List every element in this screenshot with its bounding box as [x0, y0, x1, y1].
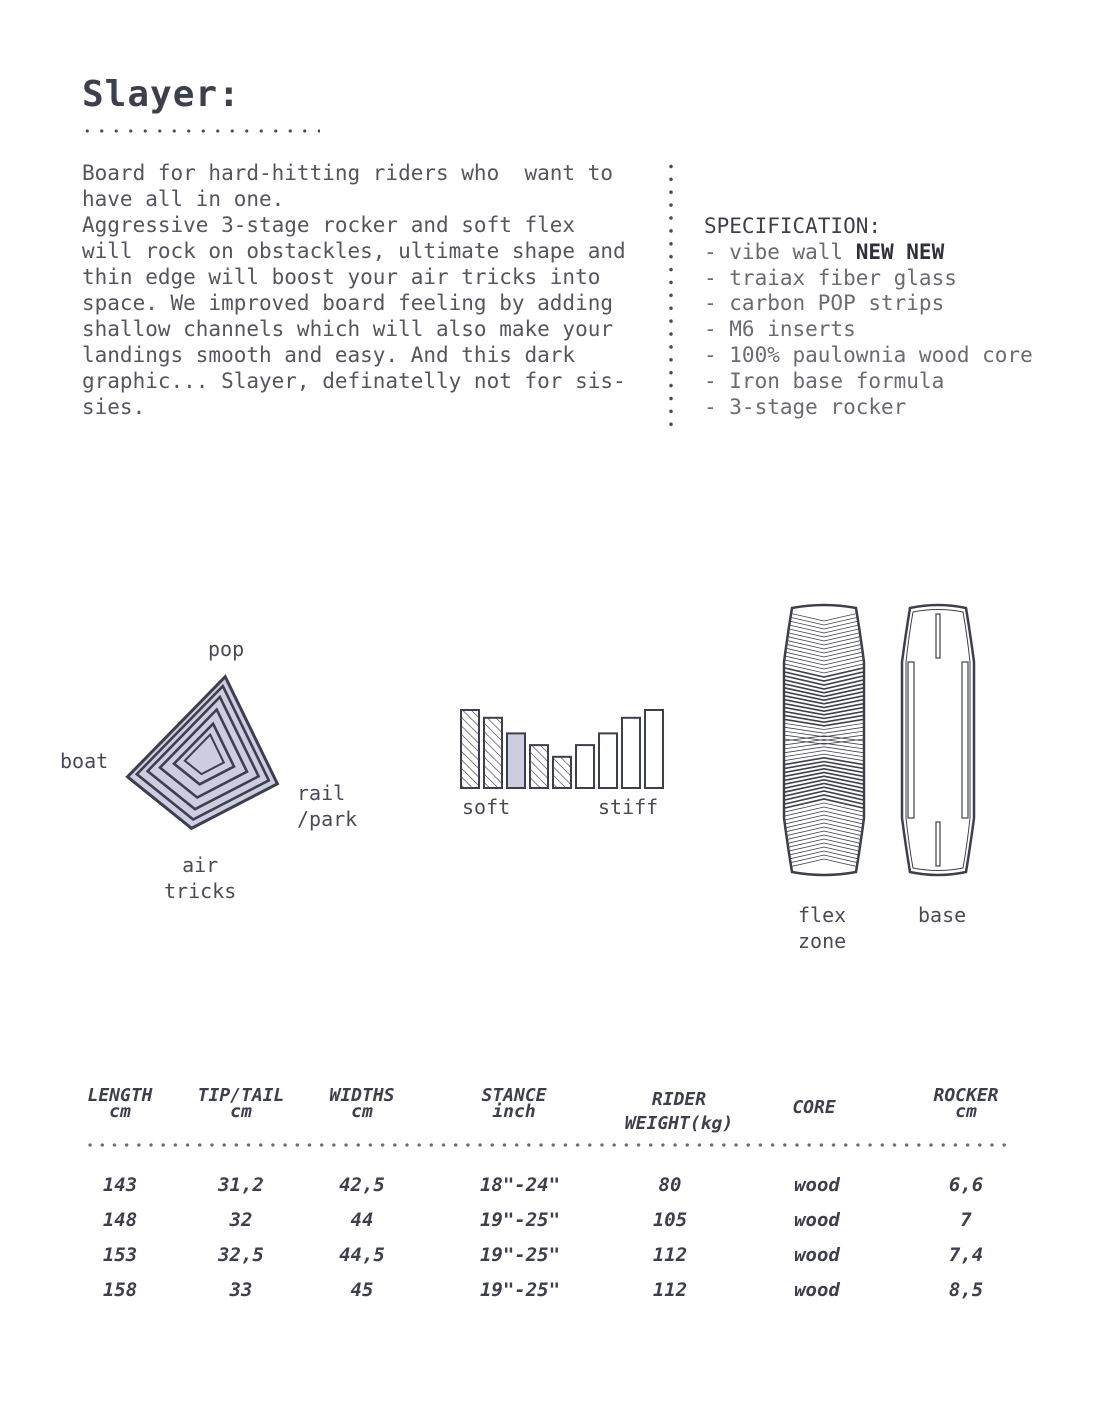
flex-bar — [507, 733, 525, 788]
flex-bar — [484, 718, 502, 788]
table-cell: 42,5 — [339, 1174, 385, 1196]
description-line: Aggressive 3-stage rocker and soft flex — [82, 213, 576, 237]
flex-zone-label: flex zone — [798, 903, 847, 953]
flex-zone-line — [776, 682, 872, 693]
radar-label-rail-park: rail /park — [297, 781, 358, 831]
table-cell: 6,6 — [948, 1174, 984, 1196]
table-cell: 7,4 — [948, 1244, 984, 1266]
spec-item — [704, 240, 1033, 266]
table-cell: 80 — [658, 1174, 682, 1196]
radar-label-pop: pop — [208, 637, 245, 661]
vertical-divider — [668, 160, 674, 430]
flex-zone-line — [776, 666, 872, 677]
table-cell: 148 — [102, 1209, 138, 1231]
table-cell: 19"-25" — [479, 1244, 561, 1266]
flex-zone-line — [776, 807, 872, 818]
description-line: thin edge will boost your air tricks into — [82, 265, 601, 289]
specification-list — [704, 214, 1033, 420]
spec-item: - M6 inserts — [704, 317, 856, 342]
description-line: space. We improved board feeling by adding — [82, 291, 614, 315]
specification-title: SPECIFICATION: — [704, 214, 882, 238]
header-unit: WEIGHT(kg) — [624, 1113, 734, 1134]
header-unit: inch — [492, 1101, 536, 1122]
flex-zone-line — [776, 694, 872, 704]
flex-zone-line — [776, 638, 872, 649]
flex-zone-line — [776, 634, 872, 645]
flex-bar — [622, 718, 640, 788]
flex-zone-line — [776, 646, 872, 657]
header-line: WIDTHS — [329, 1085, 395, 1106]
table-cell: 31,2 — [218, 1174, 264, 1196]
description-line: graphic... Slayer, definatelly not for sis- — [82, 369, 626, 393]
table-cell: 7 — [960, 1209, 972, 1231]
header-line: CORE — [792, 1097, 836, 1118]
table-cell: 8,5 — [948, 1279, 984, 1301]
table-cell: 153 — [102, 1244, 138, 1266]
table-cell: wood — [794, 1244, 840, 1266]
table-cell: 33 — [229, 1279, 253, 1301]
header-line: RIDER — [651, 1089, 707, 1110]
spec-item-text: - vibe wall — [704, 239, 856, 264]
flex-zone-line — [776, 630, 872, 641]
flex-zone-line — [776, 626, 872, 637]
table-cell: 158 — [102, 1279, 138, 1301]
board-base-illustration — [898, 602, 978, 878]
table-cell: 32 — [229, 1209, 253, 1231]
table-header-length — [60, 1085, 180, 1122]
description-line: shallow channels which will also make your — [82, 317, 614, 341]
board-description — [82, 160, 662, 420]
flex-bar — [645, 710, 663, 788]
radar-label-air-tricks: air tricks — [164, 853, 237, 903]
description-line: Board for hard-hitting riders who want to — [82, 161, 614, 185]
table-cell: 143 — [102, 1174, 138, 1196]
flex-zone-line — [776, 803, 872, 814]
table-header-divider — [84, 1141, 1010, 1149]
table-cell: wood — [794, 1209, 840, 1231]
flex-zone-line — [776, 799, 872, 810]
title-underline-divider — [80, 128, 320, 134]
spec-item: - 3-stage rocker — [704, 394, 907, 419]
description-line: have all in one. — [82, 187, 285, 211]
flex-zone-line — [776, 811, 872, 822]
table-cell: 18"-24" — [479, 1174, 561, 1196]
flex-bar — [553, 757, 571, 788]
table-cell: 19"-25" — [479, 1279, 561, 1301]
flex-zone-line — [776, 686, 872, 697]
flex-zone-line — [776, 780, 872, 790]
flex-zone-line — [776, 776, 872, 786]
flex-zone-line — [776, 642, 872, 653]
spec-item: - carbon POP strips — [704, 291, 945, 316]
spec-item: - traiax fiber glass — [704, 265, 957, 290]
spec-item: - 100% paulownia wood core — [704, 342, 1033, 367]
header-line: ROCKER — [933, 1085, 999, 1106]
flex-zone-line — [776, 678, 872, 689]
flex-zone-line — [776, 670, 872, 681]
table-cell: wood — [794, 1279, 840, 1301]
flex-bar — [599, 733, 617, 788]
flex-zone-line — [776, 674, 872, 685]
table-cell: 44 — [350, 1209, 374, 1231]
base-label: base — [918, 903, 967, 927]
flex-bar — [461, 710, 479, 788]
table-cell: 32,5 — [218, 1244, 264, 1266]
header-unit: cm — [351, 1101, 373, 1122]
new-badge: NEW NEW — [855, 239, 945, 264]
flex-zone-line — [776, 843, 872, 854]
header-line: STANCE — [481, 1085, 547, 1106]
table-header-stance — [454, 1085, 574, 1122]
header-unit: cm — [109, 1101, 131, 1122]
flex-label-stiff: stiff — [598, 795, 659, 819]
table-header-rocker — [906, 1085, 1026, 1122]
flex-zone-line — [776, 835, 872, 846]
spec-item: - Iron base formula — [704, 368, 945, 393]
table-cell: 112 — [652, 1279, 688, 1301]
flex-zone-line — [776, 791, 872, 802]
flex-zone-line — [776, 658, 872, 669]
flex-label-soft: soft — [462, 795, 511, 819]
header-unit: cm — [955, 1101, 977, 1122]
table-cell: 112 — [652, 1244, 688, 1266]
flex-zone-line — [776, 831, 872, 842]
flex-bar-chart — [458, 706, 668, 792]
radar-chart — [110, 660, 310, 850]
flex-zone-line — [776, 795, 872, 806]
flex-zone-line — [776, 654, 872, 665]
description-line: landings smooth and easy. And this dark — [82, 343, 576, 367]
flex-zone-line — [776, 827, 872, 838]
flex-zone-line — [776, 662, 872, 673]
header-line: TIP/TAIL — [197, 1085, 285, 1106]
radar-label-boat: boat — [60, 749, 109, 773]
table-cell: 19"-25" — [479, 1209, 561, 1231]
header-unit: cm — [230, 1101, 252, 1122]
flex-bar — [576, 745, 594, 788]
table-cell: 45 — [350, 1279, 374, 1301]
table-cell: 105 — [652, 1209, 688, 1231]
flex-bar — [530, 745, 548, 788]
flex-zone-line — [776, 839, 872, 850]
page-title: Slayer: — [82, 74, 241, 115]
flex-zone-line — [776, 650, 872, 661]
flex-zone-line — [776, 690, 872, 700]
flex-zone-line — [776, 787, 872, 798]
board-flex-zone-illustration — [776, 602, 872, 878]
table-header-tip-tail — [181, 1085, 301, 1122]
description-line: will rock on obstackles, ultimate shape and — [82, 239, 626, 263]
flex-zone-line — [776, 823, 872, 834]
table-cell: wood — [794, 1174, 840, 1196]
flex-zone-line — [776, 815, 872, 826]
table-header-rider-weight — [599, 1088, 759, 1136]
flex-zone-line — [776, 784, 872, 795]
header-line: LENGTH — [87, 1085, 153, 1106]
table-header-core — [754, 1097, 874, 1118]
description-line: sies. — [82, 395, 146, 419]
table-cell: 44,5 — [339, 1244, 385, 1266]
table-header-widths — [302, 1085, 422, 1122]
flex-zone-line — [776, 819, 872, 830]
